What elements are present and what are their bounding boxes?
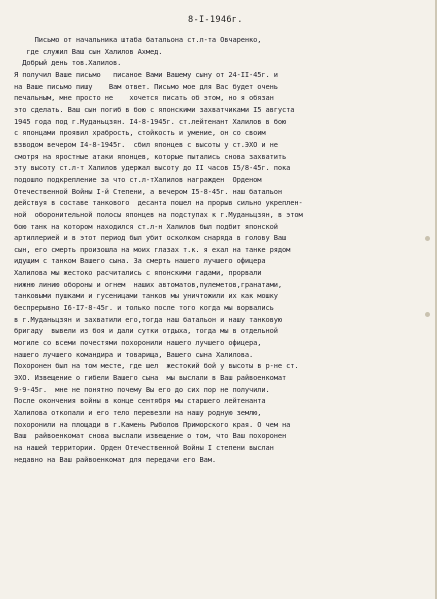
letter-line: недавно на Ваш райвоенкомат для передачи его Вам.	[14, 454, 217, 464]
letter-line: действуя в составе танкового десанта пошел на прорыв сильно укреплен-	[14, 198, 303, 208]
letter-line: Письмо от начальника штаба батальона ст.л-та Овчаренко,	[14, 35, 262, 44]
letter-line: подошло подкрепление за что ст.л-тХалилов награжден Орденом	[14, 174, 262, 184]
letter-line: ЭХО. Извещение о гибели Вашего сына мы выслали в Ваш райвоенкомат	[14, 373, 287, 383]
letter-line: ной оборонительной полосы японцев на подступах к г.Муданьцзян, в этом	[14, 209, 303, 219]
letter-line: на Ваше письмо пишу Вам ответ. Письмо мое для Вас будет очень	[14, 81, 278, 91]
letter-line: в г.Муданьцзян и захватили его,тогда наш батальон и нашу танковую	[14, 314, 282, 324]
letter-line: где служил Ваш сын Халилов Ахмед.	[14, 46, 163, 56]
letter-line: печальным, мне просто не хочется писать об этом, но я обязан	[14, 93, 274, 103]
letter-line: смотря на яростные атаки японцев, которые пытались снова захватить	[14, 151, 287, 161]
letter-line: артиллерией и в этот период был убит осколком снаряда в голову Ваш	[14, 233, 287, 243]
letter-line: беспрерывно I6-I7-8-45г. и только после того когда мы ворвались	[14, 303, 274, 313]
letter-line: 1945 года под г.Муданьцзян. I4-8-1945г. ст.лейтенант Халилов в бою	[14, 116, 287, 126]
letter-line: После окончения войны в конце сентября мы старшего лейтенанта	[14, 396, 266, 406]
letter-line: Халилова мы жестоко расчитались с японскими гадами, прорвали	[14, 268, 262, 278]
letter-line: танковыми пушками и гусеницами танков мы уничтожили их как мошку	[14, 291, 278, 301]
letter-line: 9-9-45г. мне не понятно почему Вы его до сих пор не получили.	[14, 384, 270, 394]
letter-line: Похоронен был на том месте, где шел жестокий бой у высоты в р-не ст.	[14, 361, 299, 371]
letter-line: нашего лучшего командира и товарища, Вашего сына Халилова.	[14, 349, 254, 359]
letter-line: Добрый день тов.Халилов.	[14, 58, 122, 68]
letter-line: Я получил Ваше письмо писаное Вами Вашему сыну от 24-II-45г. и	[14, 69, 278, 79]
letter-body	[14, 34, 426, 465]
letter-line: бою танк на котором находился ст.л-н Халилов был подбит японской	[14, 221, 278, 231]
letter-date: 8-I-1946г.	[188, 15, 243, 25]
letter-line: Халилова откопали и его тело перевезли на нашу родную землю,	[14, 408, 262, 417]
letter-line: эту высоту ст.л-т Халилов удержал высоту до II часов I5/8-45г. пока	[14, 163, 291, 173]
letter-line: взводом вечером I4-8-1945г. сбил японцев с высоты у ст.ЭХО и не	[14, 139, 278, 149]
letter-line: идущим с танком Вашего сына. За смерть нашего лучшего офицера	[14, 256, 266, 266]
letter-line: с японцами проявил храбрость, стойкость и умение, он со своим	[14, 128, 266, 138]
letter-line: бригаду вывели из боя и дали сутки отдыха, тогда мы в отдельной	[14, 326, 278, 336]
letter-line: на нашей территории. Орден Отечественной Войны I степени выслан	[14, 442, 274, 452]
letter-line: это сделать. Ваш сын погиб в бою с японскими захватчиками I5 августа	[14, 104, 295, 114]
letter-line: Ваш райвоенкомат снова выслали извещение о том, что Ваш похоронен	[14, 431, 287, 441]
letter-line: похоронили на площади в г.Камень Рыболов Приморского края. О чем на	[14, 419, 291, 429]
letter-line: Отечественной Войны I-й Степени, а вечером I5-8-45г. наш батальон	[14, 186, 282, 196]
letter-line: могиле со всеми почестями похоронили нашего лучшего офицера,	[14, 338, 262, 348]
letter-line: нижню линию обороны и огнем наших автоматов,пулеметов,гранатами,	[14, 279, 282, 289]
letter-line: сын, его смерть произошла на моих глазах т.к. я ехал на танке рядом	[14, 244, 291, 254]
